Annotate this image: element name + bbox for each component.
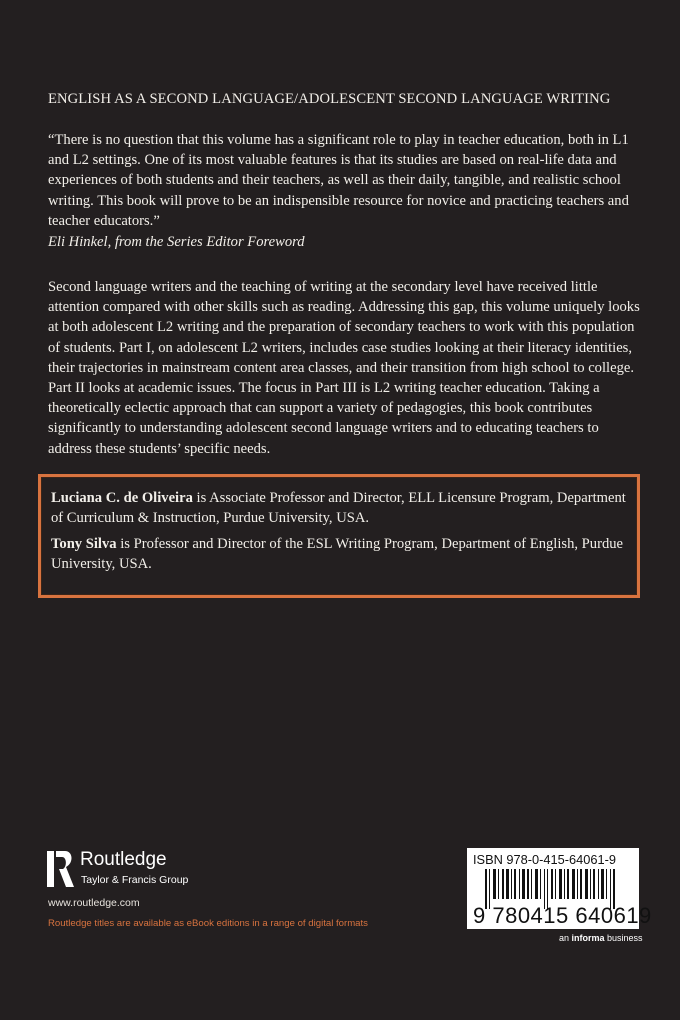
author-bio [51,488,641,528]
endorsement-quote [48,130,638,231]
book-description: Second language writers and the teaching of writing at the secondary level have received little attention compared with other skills such as reading. Addressing this gap, this volume uniquely looks at both adolescent L2 writing and the preparation of secondary teachers to work with this population of students. Part I, on adolescent L2 writers, includes case studies looking at their literacy identities, their trajectories in mainstream content area classes, and their transition from high school to college. Part II looks at academic issues. The focus in Part III is L2 writing teacher education. Taking a theoretically eclectic approach that can support a variety of pedagogies, this book contributes significantly to understanding adolescent second language writers and to educating teachers to address these students’ specific needs. [48,279,640,457]
author-bio-text: is Associate Professor and Director, ELL Licensure Program, Department of Curriculum & Instruction, Purdue University, USA. [51,490,626,527]
barcode-digits: 9 780415 640619 [473,903,652,928]
author-bio [51,534,641,574]
publisher-name: Routledge [80,849,167,870]
informa-prefix: an [559,933,572,943]
author-name: Luciana C. de Oliveira [51,490,193,506]
author-name: Tony Silva [51,536,117,552]
author-bio-box [38,474,640,598]
isbn-label: ISBN 978-0-415-64061-9 [473,852,616,867]
publisher-website[interactable]: www.routledge.com [48,897,140,909]
informa-tagline [559,933,643,943]
quote-attribution: Eli Hinkel, from the Series Editor Foreword [48,234,305,250]
series-heading: ENGLISH AS A SECOND LANGUAGE/ADOLESCENT SECOND LANGUAGE WRITING [48,91,611,107]
informa-brand: informa [571,933,605,943]
ebook-note: Routledge titles are available as eBook editions in a range of digital formats [48,918,368,929]
informa-suffix: business [604,933,643,943]
quote-text: “There is no question that this volume has a significant role to play in teacher education, both in L1 and L2 settings. One of its most valuable features is that its studies are based on real-life data and experiences of both students and their teachers, as well as their daily, tangible, and realistic school writing. This book will prove to be an indispensible resource for novice and practicing teachers and teacher educators.” [48,132,629,229]
routledge-logo-icon [47,849,75,889]
publisher-group: Taylor & Francis Group [81,874,189,886]
isbn-barcode [467,848,652,929]
author-bio-text: is Professor and Director of the ESL Writing Program, Department of English, Purdue University, USA. [51,536,624,573]
